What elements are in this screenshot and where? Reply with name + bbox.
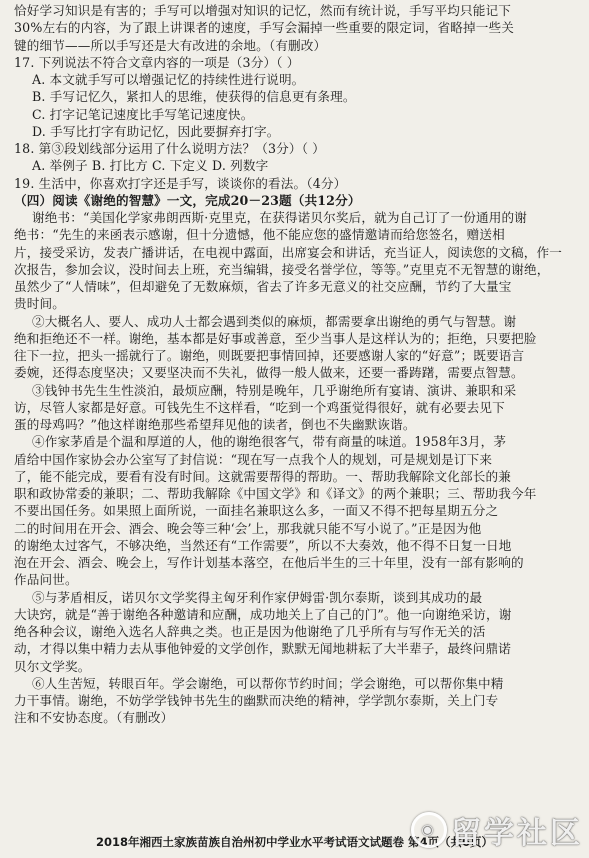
text-line: 键的细节——所以手写还是大有改进的余地。（有删改） (14, 37, 327, 53)
text-line: ②大概名人、要人、成功人士都会遇到类似的麻烦，都需要拿出谢绝的勇气与智慧。谢 (32, 313, 517, 329)
text-line: 谢绝书：“美国化学家弗朗西斯·克里克，在获得诺贝尔奖后，就为自己订了一份通用的谢 (32, 210, 528, 225)
text-line: 泡在开会、酒会、晚会上，写作计划基本落空，在他后半生的三十年里，没有一部有影响的 (14, 555, 524, 570)
watermark (411, 808, 583, 852)
text-line: 贝尔文学奖。 (14, 658, 91, 674)
text-line: ③钱钟书先生生性淡泊，最烦应酬，特别是晚年，几乎谢绝所有宴请、演讲、兼职和采 (32, 382, 517, 398)
text-line: C. 打字记笔记速度比手写笔记速度快。 (32, 106, 254, 122)
watermark-logo-icon: ◉ (411, 812, 447, 848)
text-line: 绝和拒绝还不一样。谢绝，基本都是好事或善意，至少当事人是这样认为的；拒绝，只要把脸 (14, 330, 537, 346)
text-line: 17. 下列说法不符合文章内容的一项是（3分）（ ） (14, 54, 300, 70)
text-line: 18. 第③段划线部分运用了什么说明方法？（3分）（ ） (14, 141, 326, 156)
text-line: 职和政协常委的兼职；二、帮助我解除《中国文学》和《译文》的两个兼职；三、帮助我今年 (14, 486, 537, 501)
text-line: 注和不安协态度。（有删改） (14, 710, 174, 726)
text-line: 片，接受采访，发表广播讲话，在电视中露面，出席宴会和讲话，充当证人，阅读您的文稿，作一 (14, 244, 562, 260)
text-line: D. 手写比打字有助记忆，因此要摒弃打字。 (32, 123, 280, 139)
text-line: 盾给中国作家协会办公室写了封信说：“现在写一点我个人的规划，可是规划是订下来 (14, 451, 493, 467)
text-line: 二的时间用在开会、酒会、晚会等三种‘会’上，那我就只能不写小说了。”正是因为他 (14, 520, 482, 536)
text-line: A. 本文就手写可以增强记忆的持续性进行说明。 (32, 72, 305, 87)
text-line: ⑥人生苦短，转眼百年。学会谢绝，可以帮你节约时间；学会谢绝，可以帮你集中精 (32, 675, 504, 691)
watermark-text: 留学社区 (451, 816, 583, 851)
text-line: 虽然少了“人情味”，但却避免了无数麻烦，省去了许多无意义的社交应酬，节约了大量宝 (14, 279, 512, 294)
text-line: ⑤与茅盾相反，诺贝尔文学奖得主匈牙利作家伊姆雷·凯尔泰斯，谈到其成功的最 (32, 589, 483, 605)
text-line: 作品问世。 (14, 572, 78, 588)
text-line: （四）阅读《谢绝的智慧》一文，完成20－23题（共12分） (14, 192, 361, 208)
exam-page (14, 2, 580, 727)
text-line: 30%左右的内容，为了跟上讲课者的速度，手写会漏掉一些重要的限定词，省略掉一些关 (14, 20, 514, 36)
text-line: 次报告，参加会议，没时间去上班，充当编辑，接受名誉学位，等等。”克里克不无智慧的谢绝， (14, 261, 550, 277)
text-line: 的谢绝太过客气，不够决绝，当然还有“工作需要”，所以不大奏效，他不得不日复一日地 (14, 537, 512, 553)
text-line: 绝各种会议，谢绝入选名人辞典之类。也正是因为他谢绝了几乎所有与写作无关的活 (14, 624, 486, 639)
text-line: 贵时间。 (14, 296, 65, 312)
text-line: 蛋的母鸡吗？”他这样谢绝那些希望拜见他的读者，倒也不失幽默诙谐。 (14, 417, 416, 432)
text-line: 力干事情。谢绝，不妨学学钱钟书先生的幽默而决绝的精神，学学凯尔泰斯，关上门专 (14, 693, 499, 708)
text-line: A. 举例子 B. 打比方 C. 下定义 D. 列数字 (32, 158, 269, 174)
text-line: 动，才得以集中精力去从事他钟爱的文学创作，默默无闻地耕耘了大半辈子，最终问鼎诺 (14, 641, 512, 657)
text-line: 19. 生活中，你喜欢打字还是手写，谈谈你的看法。（4分） (14, 175, 347, 191)
page-footer: 2018年湘西土家族苗族自治州初中学业水平考试语文试题卷 第4页（共6页） (95, 835, 493, 849)
text-line: 不要出国任务。如果照上面所说，一面挂名兼职这么多，一面又不得不把每星期五分之 (14, 503, 499, 519)
text-line: 委婉，还得态度坚决；又要坚决而不失礼，做得一般人做来，还要一番踌躇，需要点智慧。 (14, 365, 524, 381)
text-line: 恰好学习知识是有害的；手写可以增强对知识的记忆，然而有统计说，手写平均只能记下 (14, 3, 512, 18)
text-line: 大诀窍，就是“善于谢绝各种邀请和应酬，成功地关上了自己的门”。他一向谢绝采访，谢 (14, 606, 512, 622)
text-line: ④作家茅盾是个温和厚道的人，他的谢绝很客气，带有商量的味道。1958年3月，茅 (32, 434, 507, 450)
text-line: 绝书：“先生的来函表示感谢，但十分遗憾，他不能应您的盛情邀请而给您签名，赠送相 (14, 227, 505, 243)
text-line: B. 手写记忆久，紧扣人的思维，使获得的信息更有条理。 (32, 89, 356, 105)
text-line: 了，能不能完成，要看有没有时间。这就需要帮得的帮助。一、帮助我解除文化部长的兼 (14, 468, 512, 484)
text-line: 往下一拉，把头一摇就行了。谢绝，则既要把事情回掉，还要感谢人家的“好意”；既要语言 (14, 348, 525, 363)
text-line: 访，尽管人家都是好意。可钱先生不这样看，“吃到一个鸡蛋觉得很好，就有必要去见下 (14, 399, 505, 415)
